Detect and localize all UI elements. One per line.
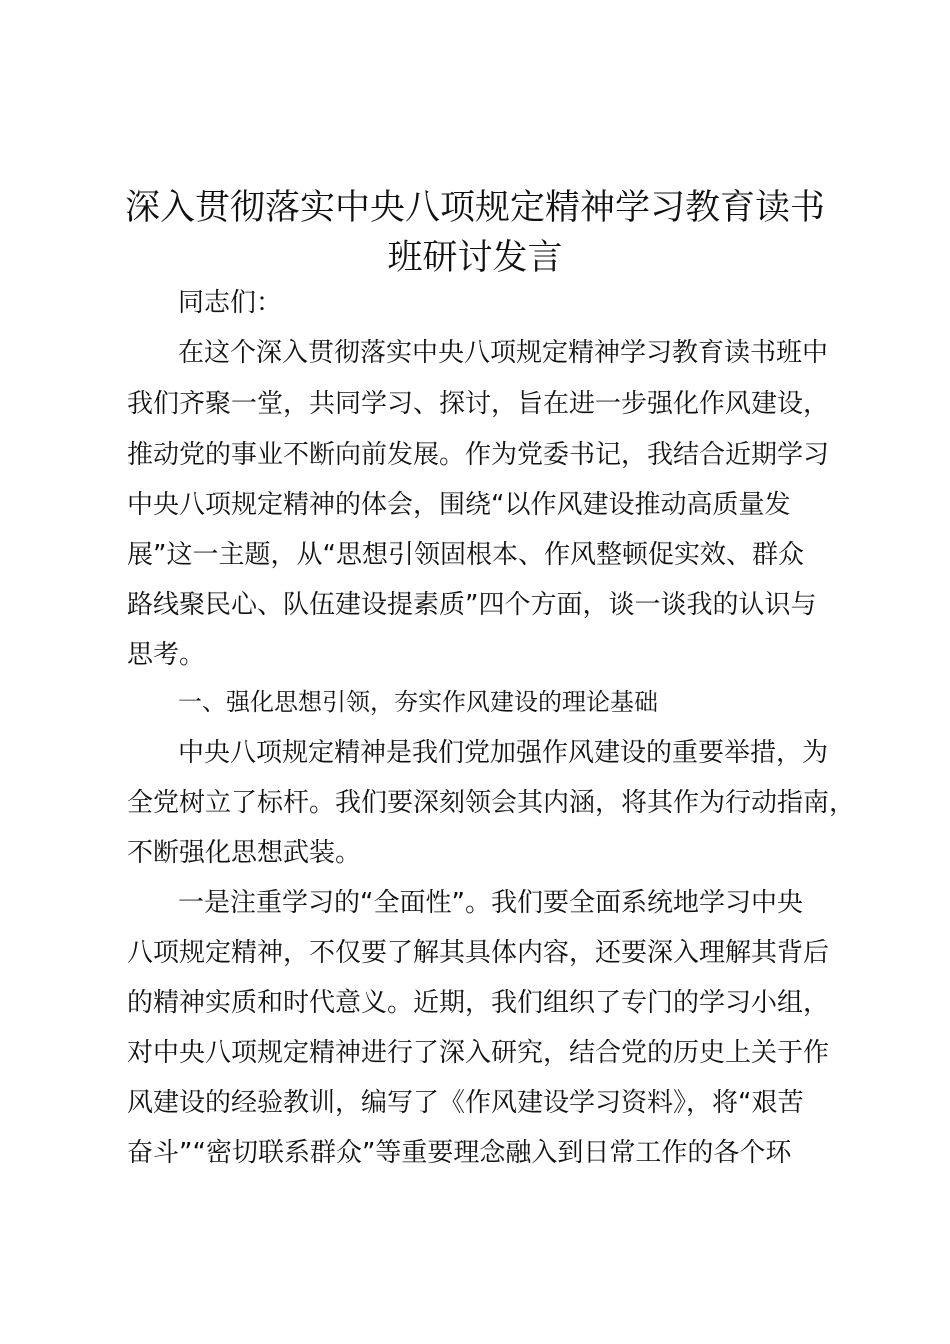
paragraph-line: 不断强化思想武装。 <box>127 838 362 868</box>
paragraph-line: 对中央八项规定精神进行了深入研究，结合党的历史上关于作 <box>127 1038 830 1068</box>
paragraph-line: 全党树立了标杆。我们要深刻领会其内涵，将其作为行动指南， <box>127 788 856 818</box>
document-title-line-2: 班研讨发言 <box>387 238 563 278</box>
paragraph-line: 中央八项规定精神是我们党加强作风建设的重要举措，为 <box>178 738 829 768</box>
paragraph-line: 风建设的经验教训，编写了《作风建设学习资料》，将“艰苦 <box>127 1088 804 1118</box>
paragraph-line: 我们齐聚一堂，共同学习、探讨，旨在进一步强化作风建设， <box>127 389 830 419</box>
paragraph-line: 在这个深入贯彻落实中央八项规定精神学习教育读书班中 <box>178 338 829 368</box>
section-heading: 一、强化思想引领，夯实作风建设的理论基础 <box>178 688 658 716</box>
paragraph-line: 思考。 <box>127 640 206 670</box>
paragraph-line: 推动党的事业不断向前发展。作为党委书记，我结合近期学习 <box>127 440 830 470</box>
paragraph-line: 一是注重学习的“全面性”。我们要全面系统地学习中央 <box>178 888 803 918</box>
paragraph-line: 中央八项规定精神的体会，围绕“以作风建设推动高质量发 <box>127 490 791 520</box>
paragraph-line: 的精神实质和时代意义。近期，我们组织了专门的学习小组， <box>127 988 830 1018</box>
paragraph-line: 八项规定精神，不仅要了解其具体内容，还要深入理解其背后 <box>127 938 830 968</box>
paragraph-line: 奋斗”“密切联系群众”等重要理念融入到日常工作的各个环 <box>127 1138 792 1168</box>
document-title-line-1: 深入贯彻落实中央八项规定精神学习教育读书 <box>124 188 825 228</box>
salutation: 同志们： <box>178 288 283 318</box>
paragraph-line: 展”这一主题，从“思想引领固根本、作风整顿促实效、群众 <box>127 540 804 570</box>
paragraph-line: 路线聚民心、队伍建设提素质”四个方面，谈一谈我的认识与 <box>127 590 817 620</box>
